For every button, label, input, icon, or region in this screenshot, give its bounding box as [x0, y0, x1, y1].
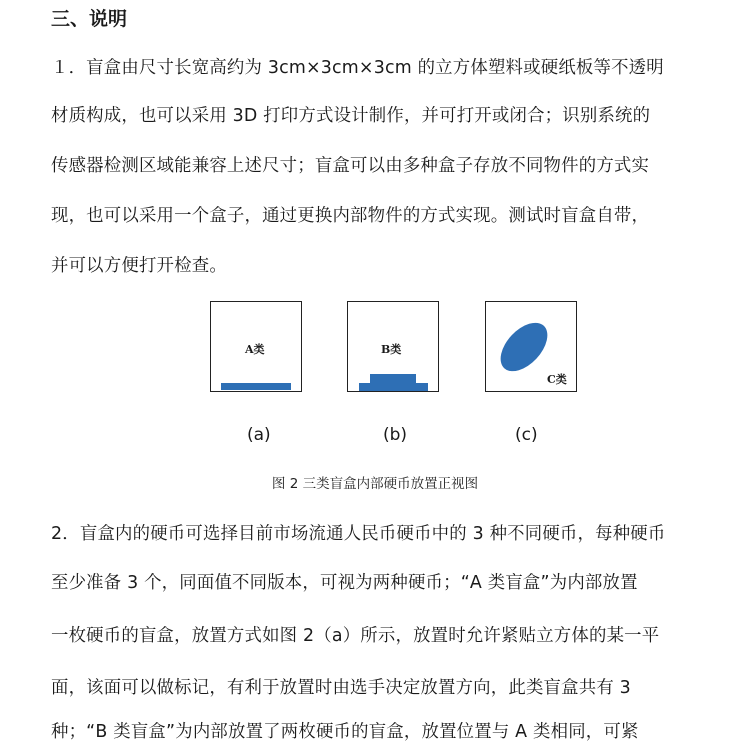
paragraph-1-line-3: 传感器检测区域能兼容上述尺寸；盲盒可以由多种盒子存放不同物件的方式实 — [51, 156, 650, 176]
paragraph-1-line-2: 材质构成，也可以采用 3D 打印方式设计制作，并可打开或闭合；识别系统的 — [51, 106, 651, 126]
paragraph-2-line-3: 一枚硬币的盲盒，放置方式如图 2（a）所示，放置时允许紧贴立方体的某一平 — [51, 626, 660, 646]
box-a-label: A类 — [245, 343, 265, 356]
paragraph-2-line-4: 面，该面可以做标记，有利于放置时由选手决定放置方向，此类盲盒共有 3 — [51, 678, 631, 698]
box-b-label: B类 — [381, 343, 402, 356]
figure-sublabel-c: (c) — [515, 425, 538, 445]
paragraph-2-line-1: 2．盲盒内的硬币可选择目前市场流通人民币硬币中的 3 种不同硬币，每种硬币 — [51, 524, 666, 544]
blind-box-b — [347, 301, 439, 392]
paragraph-2-line-2: 至少准备 3 个，同面值不同版本，可视为两种硬币；“A 类盲盒”为内部放置 — [51, 573, 638, 593]
coin-a — [221, 383, 291, 390]
paragraph-1-line-5: 并可以方便打开检查。 — [51, 256, 227, 276]
coin-b-bottom — [359, 383, 428, 391]
figure-sublabel-b: (b) — [383, 425, 408, 445]
paragraph-2-line-5: 种；“B 类盲盒”为内部放置了两枚硬币的盲盒，放置位置与 A 类相同，可紧 — [51, 722, 639, 742]
paragraph-1-line-4: 现，也可以采用一个盒子，通过更换内部物件的方式实现。测试时盲盒自带， — [51, 206, 650, 226]
box-c-label: C类 — [547, 373, 567, 386]
blind-box-a — [210, 301, 302, 392]
figure-caption: 图 2 三类盲盒内部硬币放置正视图 — [271, 476, 479, 492]
figure-sublabel-a: (a) — [247, 425, 271, 445]
blind-box-c — [485, 301, 577, 392]
coin-b-top — [370, 374, 416, 383]
paragraph-1-line-1: １．盲盒由尺寸长宽高约为 3cm×3cm×3cm 的立方体塑料或硬纸板等不透明 — [51, 58, 664, 78]
section-heading: 三、说明 — [51, 8, 128, 30]
